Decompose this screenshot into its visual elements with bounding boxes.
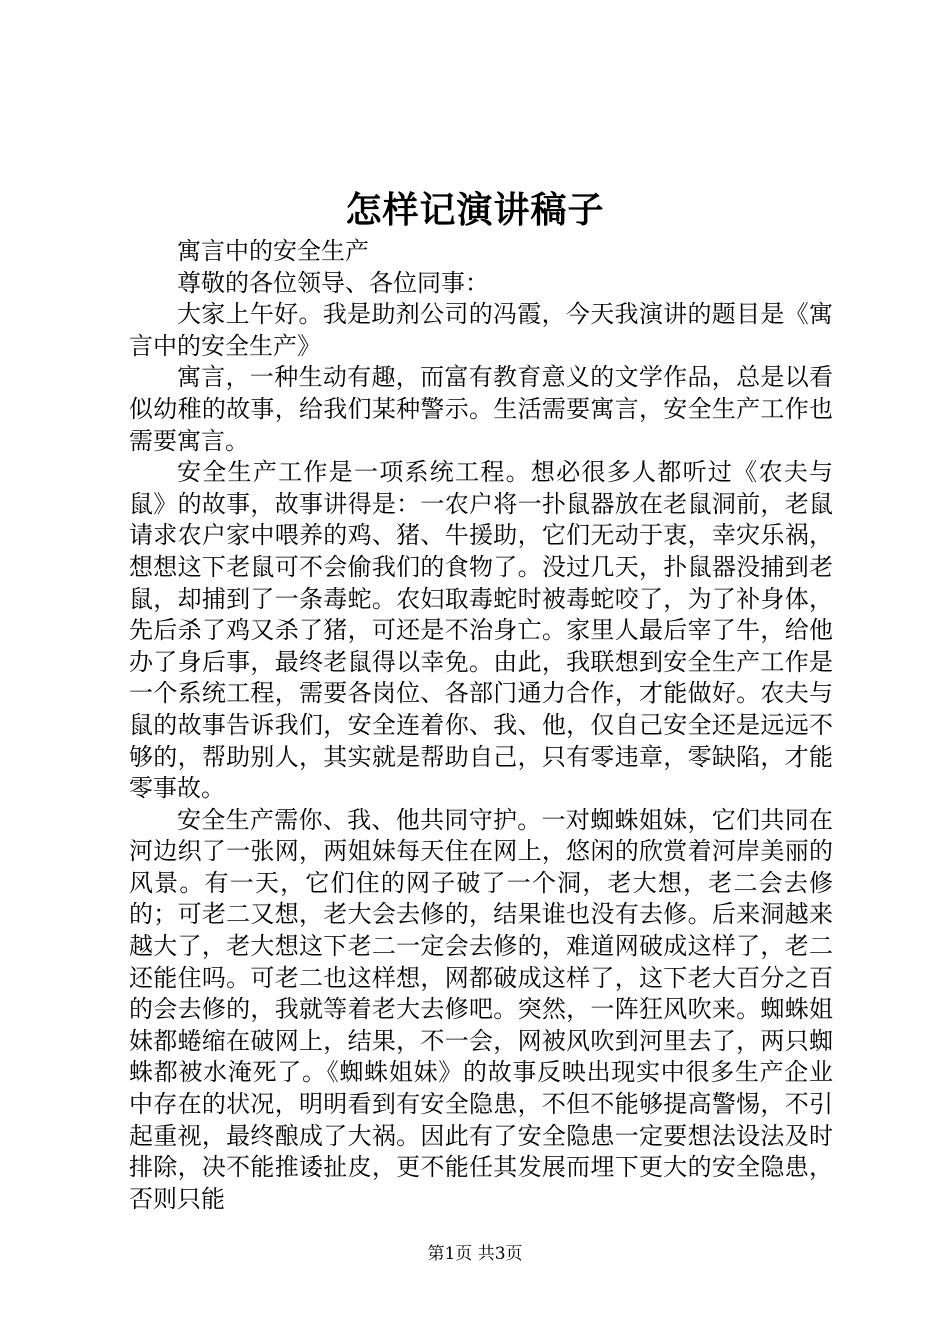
document-body bbox=[129, 236, 833, 1215]
paragraph-farmer-and-mouse: 安全生产工作是一项系统工程。想必很多人都听过《农夫与鼠》的故事，故事讲得是：一农户将一扑鼠器放在老鼠洞前，老鼠请求农户家中喂养的鸡、猪、牛援助，它们无动于衷，幸灾乐祸，想想这下老鼠可不会偷我们的食物了。没过几天，扑鼠器没捕到老鼠，却捕到了一条毒蛇。农妇取毒蛇时被毒蛇咬了，为了补身体，先后杀了鸡又杀了猪，可还是不治身亡。家里人最后宰了牛，给他办了身后事，最终老鼠得以幸免。由此，我联想到安全生产工作是一个系统工程，需要各岗位、各部门通力合作，才能做好。农夫与鼠的故事告诉我们，安全连着你、我、他，仅自己安全还是远远不够的，帮助别人，其实就是帮助自己，只有零违章，零缺陷，才能零事故。 bbox=[129, 458, 833, 803]
paragraph-subtitle: 寓言中的安全生产 bbox=[177, 237, 369, 265]
paragraph-fable-intro: 寓言，一种生动有趣，而富有教育意义的文学作品，总是以看似幼稚的故事，给我们某种警示。生活需要寓言，安全生产工作也需要寓言。 bbox=[129, 363, 833, 455]
paragraph-spider-sisters: 安全生产需你、我、他共同守护。一对蜘蛛姐妹，它们共同在河边织了一张网，两姐妹每天住在网上，悠闲的欣赏着河岸美丽的风景。有一天，它们住的网子破了一个洞，老大想，老二会去修的；可老二又想，老大会去修的，结果谁也没有去修。后来洞越来越大了，老大想这下老二一定会去修的，难道网破成这样了，老二还能住吗。可老二也这样想，网都破成这样了，这下老大百分之百的会去修的，我就等着老大去修吧。突然，一阵狂风吹来。蜘蛛姐妹都蜷缩在破网上，结果，不一会，网被风吹到河里去了，两只蜘蛛都被水淹死了。《蜘蛛姐妹》的故事反映出现实中很多生产企业中存在的状况，明明看到有安全隐患，不但不能够提高警惕，不引起重视，最终酿成了大祸。因此有了安全隐患一定要想法设法及时排除，决不能推诿扯皮，更不能任其发展而埋下更大的安全隐患，否则只能 bbox=[129, 805, 833, 1213]
paragraph-salutation: 尊敬的各位领导、各位同事： bbox=[177, 268, 489, 297]
paragraph-greeting: 大家上午好。我是助剂公司的冯霞，今天我演讲的题目是《寓言中的安全生产》 bbox=[129, 300, 833, 360]
page-number-footer: 第1页 共3页 bbox=[427, 1244, 523, 1264]
document-title: 怎样记演讲稿子 bbox=[345, 189, 605, 231]
